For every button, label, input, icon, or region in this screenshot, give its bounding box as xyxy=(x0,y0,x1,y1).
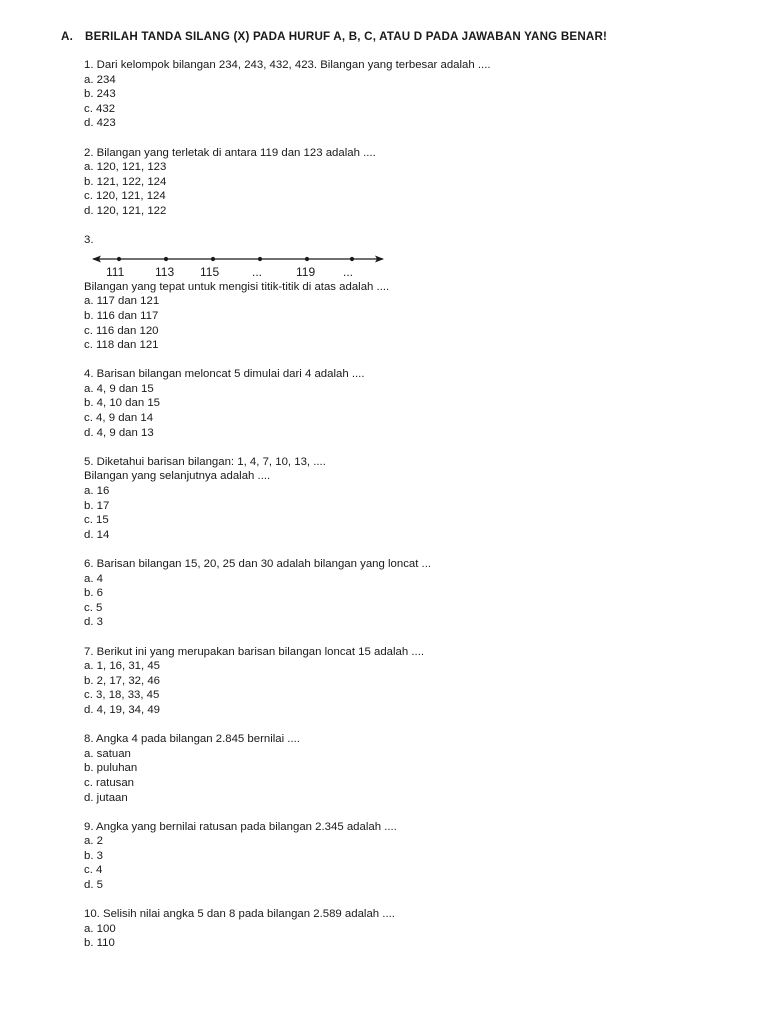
answer-option[interactable]: d. 4, 19, 34, 49 xyxy=(84,703,160,716)
number-line-label: 115 xyxy=(200,264,220,279)
question-5 xyxy=(84,455,724,543)
number-line-point xyxy=(211,257,215,261)
number-line-label: 111 xyxy=(106,264,125,279)
question-stem: 9. Angka yang bernilai ratusan pada bilangan 2.345 adalah .... xyxy=(84,820,397,833)
answer-option[interactable]: a. 120, 121, 123 xyxy=(84,161,167,174)
answer-option[interactable]: c. 432 xyxy=(84,102,116,115)
answer-option[interactable]: b. 17 xyxy=(84,499,110,512)
question-stem: 8. Angka 4 pada bilangan 2.845 bernilai .... xyxy=(84,733,300,746)
answer-option[interactable]: a. 100 xyxy=(84,922,116,935)
number-line xyxy=(90,252,390,280)
answer-option[interactable]: a. 16 xyxy=(84,485,110,498)
answer-option[interactable]: d. jutaan xyxy=(84,791,128,804)
answer-option[interactable]: d. 4, 9 dan 13 xyxy=(84,426,154,439)
answer-option[interactable]: c. 15 xyxy=(84,514,109,527)
question-stem: 2. Bilangan yang terletak di antara 119 dan 123 adalah .... xyxy=(84,146,376,159)
question-3 xyxy=(84,233,724,353)
answer-option[interactable]: a. 117 dan 121 xyxy=(84,295,160,308)
number-line-point xyxy=(164,257,168,261)
answer-option[interactable]: a. 4 xyxy=(84,572,103,585)
question-10 xyxy=(84,907,724,951)
question-stem: 10. Selisih nilai angka 5 dan 8 pada bilangan 2.589 adalah .... xyxy=(84,908,395,921)
question-9 xyxy=(84,820,724,893)
question-2 xyxy=(84,146,724,219)
answer-option[interactable]: b. 116 dan 117 xyxy=(84,309,159,322)
answer-option[interactable]: c. 5 xyxy=(84,601,103,614)
number-line-label: ... xyxy=(252,264,263,279)
answer-option[interactable]: d. 423 xyxy=(84,117,116,130)
question-stem: 4. Barisan bilangan meloncat 5 dimulai dari 4 adalah .... xyxy=(84,368,365,381)
number-line-point xyxy=(350,257,354,261)
answer-option[interactable]: b. 3 xyxy=(84,849,103,862)
question-1 xyxy=(84,58,724,131)
number-line-label: 113 xyxy=(155,264,175,279)
question-stem: 5. Diketahui barisan bilangan: 1, 4, 7, 10, 13, .... xyxy=(84,455,326,468)
question-6 xyxy=(84,557,724,630)
number-line-point xyxy=(117,257,121,261)
answer-option[interactable]: c. 118 dan 121 xyxy=(84,339,159,352)
question-stem: 1. Dari kelompok bilangan 234, 243, 432, 423. Bilangan yang terbesar adalah .... xyxy=(84,59,491,71)
section-heading xyxy=(61,30,607,45)
number-line-point xyxy=(258,257,262,261)
answer-option[interactable]: b. 4, 10 dan 15 xyxy=(84,397,161,410)
question-stem: 6. Barisan bilangan 15, 20, 25 dan 30 adalah bilangan yang loncat ... xyxy=(84,558,432,570)
answer-option[interactable]: a. 234 xyxy=(84,73,116,86)
answer-option[interactable]: d. 5 xyxy=(84,879,103,892)
question-8 xyxy=(84,732,724,805)
answer-option[interactable]: d. 3 xyxy=(84,616,103,629)
answer-option[interactable]: a. 2 xyxy=(84,835,103,848)
question-stem: 3. xyxy=(84,234,94,247)
answer-option[interactable]: c. 120, 121, 124 xyxy=(84,190,166,203)
answer-option[interactable]: b. 2, 17, 32, 46 xyxy=(84,674,160,687)
number-line-label: ... xyxy=(343,264,354,279)
section-letter: A. xyxy=(61,30,73,43)
answer-option[interactable]: b. 110 xyxy=(84,937,115,950)
answer-option[interactable]: d. 120, 121, 122 xyxy=(84,204,167,217)
question-stem: Bilangan yang tepat untuk mengisi titik-titik di atas adalah .... xyxy=(84,280,390,293)
answer-option[interactable]: c. 4 xyxy=(84,864,103,877)
answer-option[interactable]: a. 1, 16, 31, 45 xyxy=(84,660,160,673)
answer-option[interactable]: b. 6 xyxy=(84,587,103,600)
question-stem: 7. Berikut ini yang merupakan barisan bilangan loncat 15 adalah .... xyxy=(84,645,425,658)
question-7 xyxy=(84,645,724,718)
question-stem: Bilangan yang selanjutnya adalah .... xyxy=(84,470,271,483)
answer-option[interactable]: a. satuan xyxy=(84,747,131,760)
answer-option[interactable]: b. puluhan xyxy=(84,762,138,775)
answer-option[interactable]: c. 3, 18, 33, 45 xyxy=(84,689,160,702)
question-list xyxy=(84,58,724,966)
number-line-graphic xyxy=(90,252,390,266)
answer-option[interactable]: c. ratusan xyxy=(84,776,135,789)
answer-option[interactable]: a. 4, 9 dan 15 xyxy=(84,382,154,395)
number-line-point xyxy=(305,257,309,261)
answer-option[interactable]: b. 121, 122, 124 xyxy=(84,175,167,188)
answer-option[interactable]: c. 4, 9 dan 14 xyxy=(84,412,154,425)
answer-option[interactable]: b. 243 xyxy=(84,88,116,101)
section-instruction: BERILAH TANDA SILANG (X) PADA HURUF A, B, C, ATAU D PADA JAWABAN YANG BENAR! xyxy=(85,30,608,43)
question-4 xyxy=(84,367,724,440)
answer-option[interactable]: c. 116 dan 120 xyxy=(84,324,159,337)
number-line-label: 119 xyxy=(296,264,316,279)
answer-option[interactable]: d. 14 xyxy=(84,528,110,541)
